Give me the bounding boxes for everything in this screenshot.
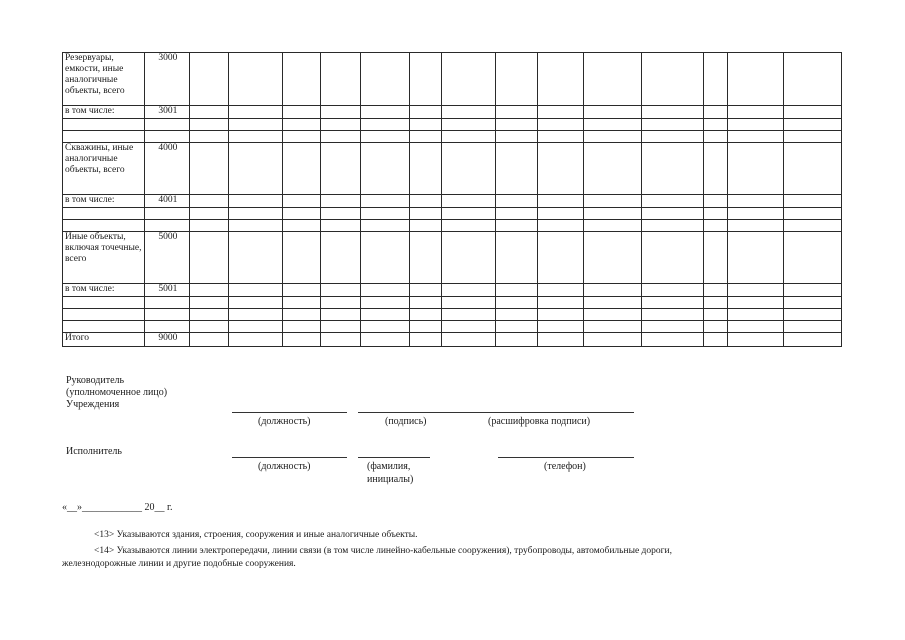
table-cell[interactable]: [282, 208, 320, 220]
position-caption: (должность): [258, 416, 311, 427]
table-cell[interactable]: [228, 106, 282, 119]
table-cell[interactable]: [228, 309, 282, 321]
table-cell[interactable]: [495, 333, 537, 347]
table-cell[interactable]: [537, 232, 583, 284]
table-cell[interactable]: [783, 53, 841, 106]
table-cell[interactable]: [704, 119, 728, 131]
decoding-caption: (расшифровка подписи): [488, 416, 591, 427]
table-row: [63, 131, 842, 143]
table-cell[interactable]: [190, 333, 228, 347]
table-cell[interactable]: [495, 321, 537, 333]
table-cell[interactable]: [495, 119, 537, 131]
table-cell[interactable]: [410, 220, 442, 232]
table-cell[interactable]: [190, 119, 228, 131]
table-cell[interactable]: [537, 53, 583, 106]
table-cell[interactable]: [361, 309, 410, 321]
table-cell[interactable]: [190, 284, 228, 297]
table-row: [63, 333, 842, 347]
table-cell[interactable]: [190, 309, 228, 321]
table-cell[interactable]: [320, 321, 360, 333]
row-code-cell[interactable]: 3001: [145, 106, 190, 119]
table-cell[interactable]: [583, 119, 641, 131]
position-line[interactable]: [232, 412, 347, 413]
table-cell[interactable]: [783, 119, 841, 131]
row-label-cell[interactable]: [63, 208, 145, 220]
table-cell[interactable]: [442, 297, 495, 309]
table-cell[interactable]: [320, 53, 360, 106]
row-code-cell[interactable]: 3000: [145, 53, 190, 106]
name-caption: (фамилия,: [367, 461, 411, 472]
table-cell[interactable]: [583, 232, 641, 284]
table-cell[interactable]: [410, 284, 442, 297]
table-cell[interactable]: [228, 53, 282, 106]
row-code-cell[interactable]: 9000: [145, 333, 190, 347]
row-label-cell[interactable]: [63, 119, 145, 131]
table-cell[interactable]: [228, 195, 282, 208]
table-cell[interactable]: [537, 131, 583, 143]
row-label-cell[interactable]: Скважины, иные аналогичные объекты, всего: [63, 143, 145, 195]
head-label: Руководитель: [66, 375, 125, 386]
footnote-14-line-2: железнодорожные линии и другие подобные сооружения.: [62, 559, 296, 569]
table-cell[interactable]: [642, 131, 704, 143]
table-cell[interactable]: [361, 208, 410, 220]
row-code-cell[interactable]: [145, 309, 190, 321]
table-cell[interactable]: [583, 220, 641, 232]
table-cell[interactable]: [282, 321, 320, 333]
table-row: [63, 321, 842, 333]
table-cell[interactable]: [228, 208, 282, 220]
table-cell[interactable]: [495, 220, 537, 232]
table-row: [63, 297, 842, 309]
table-cell[interactable]: [442, 106, 495, 119]
table-cell[interactable]: [190, 143, 228, 195]
table-cell[interactable]: [537, 208, 583, 220]
table-cell[interactable]: [728, 131, 783, 143]
table-row: [63, 119, 842, 131]
table-cell[interactable]: [320, 333, 360, 347]
table-cell[interactable]: [282, 119, 320, 131]
table-cell[interactable]: [361, 119, 410, 131]
table-cell[interactable]: [228, 232, 282, 284]
table-cell[interactable]: [410, 297, 442, 309]
table-cell[interactable]: [282, 220, 320, 232]
table-cell[interactable]: [537, 284, 583, 297]
table-row: [63, 106, 842, 119]
table-cell[interactable]: [228, 143, 282, 195]
row-label-cell[interactable]: Итого: [63, 333, 145, 347]
row-code-cell[interactable]: [145, 208, 190, 220]
date-line[interactable]: «__»____________ 20__ г.: [62, 502, 173, 513]
table-row: [63, 143, 842, 195]
table-cell[interactable]: [410, 106, 442, 119]
table-cell[interactable]: [495, 309, 537, 321]
signature-caption: (подпись): [385, 416, 427, 427]
table-cell[interactable]: [410, 143, 442, 195]
table-cell[interactable]: [642, 232, 704, 284]
table-cell[interactable]: [728, 195, 783, 208]
footnote-14-line-1: <14> Указываются линии электропередачи, линии связи (в том числе линейно-кабельные сооружения), трубопроводы, автомобильные дороги,: [94, 546, 672, 556]
table-cell[interactable]: [728, 232, 783, 284]
table-cell[interactable]: [642, 333, 704, 347]
table-cell[interactable]: [361, 297, 410, 309]
table-cell[interactable]: [361, 321, 410, 333]
table-row: [63, 195, 842, 208]
row-code-cell[interactable]: 4001: [145, 195, 190, 208]
table-cell[interactable]: [410, 333, 442, 347]
table-cell[interactable]: [228, 220, 282, 232]
table-cell[interactable]: [642, 309, 704, 321]
row-label-cell[interactable]: в том числе:: [63, 106, 145, 119]
table-cell[interactable]: [728, 208, 783, 220]
row-label-cell[interactable]: [63, 220, 145, 232]
executor-phone-line[interactable]: [498, 457, 634, 458]
table-cell[interactable]: [495, 106, 537, 119]
table-cell[interactable]: [442, 309, 495, 321]
table-cell[interactable]: [583, 309, 641, 321]
executor-label: Исполнитель: [66, 446, 122, 457]
table-cell[interactable]: [704, 333, 728, 347]
table-cell[interactable]: [190, 131, 228, 143]
table-cell[interactable]: [728, 321, 783, 333]
table-cell[interactable]: [442, 119, 495, 131]
row-label-cell[interactable]: [63, 131, 145, 143]
table-cell[interactable]: [704, 53, 728, 106]
table-cell[interactable]: [442, 195, 495, 208]
table-cell[interactable]: [583, 321, 641, 333]
table-cell[interactable]: [442, 131, 495, 143]
table-cell[interactable]: [704, 232, 728, 284]
table-cell[interactable]: [190, 321, 228, 333]
table-cell[interactable]: [642, 143, 704, 195]
row-label-cell[interactable]: [63, 321, 145, 333]
signature-line[interactable]: [358, 412, 634, 413]
table-cell[interactable]: [361, 284, 410, 297]
table-cell[interactable]: [320, 208, 360, 220]
table-row: [63, 309, 842, 321]
table-cell[interactable]: [495, 143, 537, 195]
row-code-cell[interactable]: 5001: [145, 284, 190, 297]
table-cell[interactable]: [495, 284, 537, 297]
table-cell[interactable]: [282, 53, 320, 106]
table-row: [63, 284, 842, 297]
table-cell[interactable]: [190, 232, 228, 284]
table-cell[interactable]: [228, 321, 282, 333]
table-cell[interactable]: [704, 131, 728, 143]
table-cell[interactable]: [642, 53, 704, 106]
table-cell[interactable]: [282, 232, 320, 284]
table-cell[interactable]: [361, 220, 410, 232]
row-code-cell[interactable]: 4000: [145, 143, 190, 195]
table-body: [63, 53, 842, 347]
table-cell[interactable]: [410, 119, 442, 131]
table-cell[interactable]: [361, 195, 410, 208]
head-label-authorized: (уполномоченное лицо): [66, 387, 168, 398]
row-label-cell[interactable]: Резервуары, емкости, иные аналогичные объекты, всего: [63, 53, 145, 106]
table-cell[interactable]: [783, 106, 841, 119]
table-cell[interactable]: [361, 143, 410, 195]
table-cell[interactable]: [704, 297, 728, 309]
table-cell[interactable]: [642, 321, 704, 333]
table-cell[interactable]: [442, 321, 495, 333]
table-cell[interactable]: [442, 232, 495, 284]
table-cell[interactable]: [783, 131, 841, 143]
table-cell[interactable]: [282, 297, 320, 309]
table-cell[interactable]: [410, 53, 442, 106]
table-cell[interactable]: [728, 53, 783, 106]
table-cell[interactable]: [410, 321, 442, 333]
table-cell[interactable]: [583, 131, 641, 143]
table-cell[interactable]: [583, 195, 641, 208]
row-code-cell[interactable]: [145, 321, 190, 333]
executor-name-line[interactable]: [358, 457, 430, 458]
table-cell[interactable]: [495, 208, 537, 220]
table-cell[interactable]: [537, 220, 583, 232]
table-cell[interactable]: [728, 106, 783, 119]
table-cell[interactable]: [190, 106, 228, 119]
row-label-cell[interactable]: Иные объекты, включая точечные, всего: [63, 232, 145, 284]
table-cell[interactable]: [642, 220, 704, 232]
table-cell[interactable]: [282, 106, 320, 119]
row-code-cell[interactable]: 5000: [145, 232, 190, 284]
table-cell[interactable]: [228, 131, 282, 143]
table-cell[interactable]: [642, 119, 704, 131]
table-cell[interactable]: [320, 131, 360, 143]
table-cell[interactable]: [583, 143, 641, 195]
table-cell[interactable]: [190, 297, 228, 309]
table-cell[interactable]: [783, 143, 841, 195]
table-cell[interactable]: [728, 333, 783, 347]
table-cell[interactable]: [442, 208, 495, 220]
table-cell[interactable]: [442, 333, 495, 347]
table-cell[interactable]: [704, 143, 728, 195]
table-cell[interactable]: [583, 297, 641, 309]
table-cell[interactable]: [410, 195, 442, 208]
table-cell[interactable]: [704, 321, 728, 333]
table-cell[interactable]: [642, 195, 704, 208]
table-cell[interactable]: [583, 106, 641, 119]
table-cell[interactable]: [704, 195, 728, 208]
report-table: [62, 52, 842, 347]
table-cell[interactable]: [583, 284, 641, 297]
head-label-institution: Учреждения: [66, 399, 120, 410]
table-cell[interactable]: [783, 297, 841, 309]
table-cell[interactable]: [537, 321, 583, 333]
table-cell[interactable]: [704, 208, 728, 220]
table-row: [63, 208, 842, 220]
row-label-cell[interactable]: [63, 297, 145, 309]
table-cell[interactable]: [642, 284, 704, 297]
table-cell[interactable]: [495, 195, 537, 208]
table-cell[interactable]: [704, 106, 728, 119]
row-code-cell[interactable]: [145, 119, 190, 131]
table-cell[interactable]: [320, 119, 360, 131]
table-cell[interactable]: [442, 53, 495, 106]
table-cell[interactable]: [410, 309, 442, 321]
table-cell[interactable]: [537, 143, 583, 195]
table-cell[interactable]: [442, 143, 495, 195]
phone-caption: (телефон): [544, 461, 586, 472]
table-cell[interactable]: [783, 232, 841, 284]
table-cell[interactable]: [583, 333, 641, 347]
table-cell[interactable]: [442, 284, 495, 297]
row-code-cell[interactable]: [145, 220, 190, 232]
table-cell[interactable]: [282, 284, 320, 297]
table-row: [63, 232, 842, 284]
table-cell[interactable]: [537, 195, 583, 208]
table-cell[interactable]: [361, 53, 410, 106]
table-cell[interactable]: [537, 106, 583, 119]
table-cell[interactable]: [228, 284, 282, 297]
table-cell[interactable]: [537, 297, 583, 309]
row-label-cell[interactable]: в том числе:: [63, 195, 145, 208]
table-cell[interactable]: [783, 333, 841, 347]
table-cell[interactable]: [320, 106, 360, 119]
row-code-cell[interactable]: [145, 297, 190, 309]
table-cell[interactable]: [537, 309, 583, 321]
table-cell[interactable]: [320, 195, 360, 208]
table-cell[interactable]: [537, 333, 583, 347]
executor-position-caption: (должность): [258, 461, 311, 472]
table-cell[interactable]: [282, 309, 320, 321]
table-cell[interactable]: [228, 333, 282, 347]
table-cell[interactable]: [410, 208, 442, 220]
table-row: [63, 220, 842, 232]
table-cell[interactable]: [642, 208, 704, 220]
table-cell[interactable]: [228, 119, 282, 131]
table-cell[interactable]: [442, 220, 495, 232]
initials-caption: инициалы): [367, 474, 414, 485]
table-cell[interactable]: [783, 208, 841, 220]
table-cell[interactable]: [361, 232, 410, 284]
table-cell[interactable]: [190, 208, 228, 220]
table-cell[interactable]: [704, 309, 728, 321]
table-cell[interactable]: [537, 119, 583, 131]
table-cell[interactable]: [728, 297, 783, 309]
table-cell[interactable]: [728, 284, 783, 297]
table-cell[interactable]: [190, 53, 228, 106]
table-cell[interactable]: [320, 309, 360, 321]
table-cell[interactable]: [190, 195, 228, 208]
table-cell[interactable]: [583, 208, 641, 220]
table-cell[interactable]: [728, 309, 783, 321]
table-cell[interactable]: [320, 297, 360, 309]
table-cell[interactable]: [583, 53, 641, 106]
table-cell[interactable]: [228, 297, 282, 309]
table-cell[interactable]: [410, 232, 442, 284]
table-cell[interactable]: [495, 232, 537, 284]
table-cell[interactable]: [361, 106, 410, 119]
table-cell[interactable]: [728, 220, 783, 232]
footnote-13: <13> Указываются здания, строения, сооружения и иные аналогичные объекты.: [94, 530, 418, 540]
table-cell[interactable]: [783, 195, 841, 208]
table-cell[interactable]: [410, 131, 442, 143]
table-cell[interactable]: [320, 220, 360, 232]
table-cell[interactable]: [783, 309, 841, 321]
table-cell[interactable]: [190, 220, 228, 232]
table-cell[interactable]: [783, 284, 841, 297]
row-label-cell[interactable]: [63, 309, 145, 321]
table-cell[interactable]: [728, 119, 783, 131]
row-label-cell[interactable]: в том числе:: [63, 284, 145, 297]
table-cell[interactable]: [282, 333, 320, 347]
table-cell[interactable]: [361, 333, 410, 347]
table-cell[interactable]: [282, 195, 320, 208]
table-cell[interactable]: [642, 106, 704, 119]
table-cell[interactable]: [704, 220, 728, 232]
table-cell[interactable]: [704, 284, 728, 297]
table-cell[interactable]: [783, 321, 841, 333]
table-cell[interactable]: [320, 143, 360, 195]
table-cell[interactable]: [728, 143, 783, 195]
table-cell[interactable]: [495, 53, 537, 106]
table-cell[interactable]: [282, 131, 320, 143]
table-cell[interactable]: [783, 220, 841, 232]
table-cell[interactable]: [642, 297, 704, 309]
table-cell[interactable]: [495, 131, 537, 143]
table-cell[interactable]: [282, 143, 320, 195]
table-cell[interactable]: [495, 297, 537, 309]
table-cell[interactable]: [320, 232, 360, 284]
executor-position-line[interactable]: [232, 457, 347, 458]
table-cell[interactable]: [320, 284, 360, 297]
row-code-cell[interactable]: [145, 131, 190, 143]
table-row: [63, 53, 842, 106]
table-cell[interactable]: [361, 131, 410, 143]
